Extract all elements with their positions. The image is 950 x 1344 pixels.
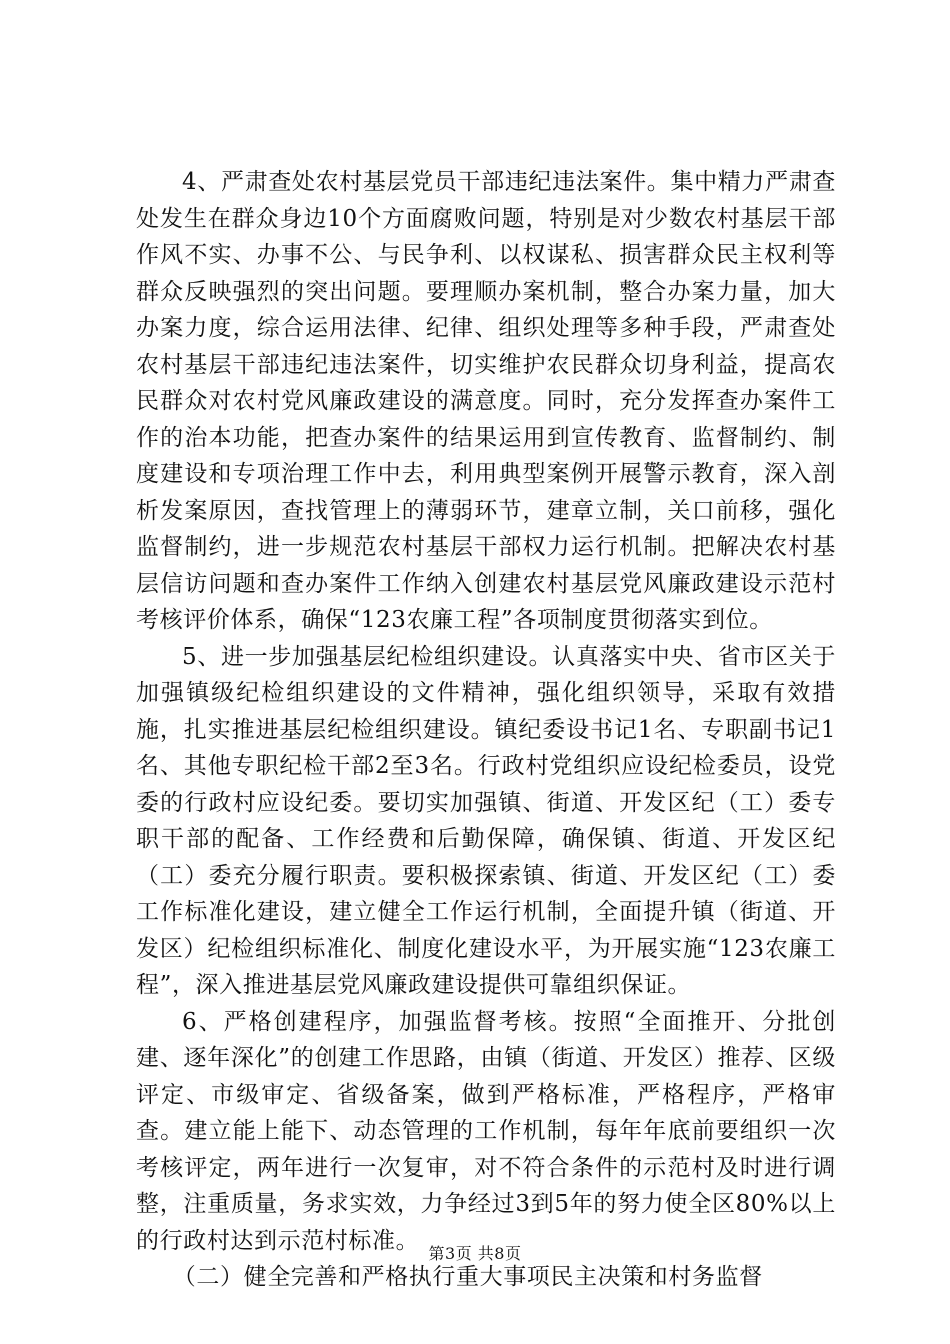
page-number: 第3页 <box>428 1244 473 1263</box>
document-body <box>136 164 836 1296</box>
page-total: 共8页 <box>477 1244 522 1263</box>
section-heading-2: （二）健全完善和严格执行重大事项民主决策和村务监督 <box>172 1264 763 1290</box>
paragraph-item-6: 6、严格创建程序，加强监督考核。按照“全面推开、分批创建、逐年深化”的创建工作思路，由镇（街道、开发区）推荐、区级评定、市级审定、省级备案，做到严格标准，严格程序，严格审查。建立能上能下、动态管理的工作机制，每年年底前要组织一次考核评定，两年进行一次复审，对不符合条件的示范村及时进行调整，注重质量，务求实效，力争经过3到5年的努力使全区80%以上的行政村达到示范村标准。 <box>136 1008 836 1254</box>
paragraph-item-5: 5、进一步加强基层纪检组织建设。认真落实中央、省市区关于加强镇级纪检组织建设的文件精神，强化组织领导，采取有效措施，扎实推进基层纪检组织建设。镇纪委设书记1名、专职副书记1名、其他专职纪检干部2至3名。行政村党组织应设纪检委员，设党委的行政村应设纪委。要切实加强镇、街道、开发区纪（工）委专职干部的配备、工作经费和后勤保障，确保镇、街道、开发区纪（工）委充分履行职责。要积极探索镇、街道、开发区纪（工）委工作标准化建设，建立健全工作运行机制，全面提升镇（街道、开发区）纪检组织标准化、制度化建设水平，为开展实施“123农廉工程”，深入推进基层党风廉政建设提供可靠组织保证。 <box>136 643 836 998</box>
page-footer <box>0 1241 950 1264</box>
paragraph-item-4: 4、严肃查处农村基层党员干部违纪违法案件。集中精力严肃查处发生在群众身边10个方面腐败问题，特别是对少数农村基层干部作风不实、办事不公、与民争利、以权谋私、损害群众民主权利等群众反映强烈的突出问题。要理顺办案机制，整合办案力量，加大办案力度，综合运用法律、纪律、组织处理等多种手段，严肃查处农村基层干部违纪违法案件，切实维护农民群众切身利益，提高农民群众对农村党风廉政建设的满意度。同时，充分发挥查办案件工作的治本功能，把查办案件的结果运用到宣传教育、监督制约、制度建设和专项治理工作中去，利用典型案例开展警示教育，深入剖析发案原因，查找管理上的薄弱环节，建章立制，关口前移，强化监督制约，进一步规范农村基层干部权力运行机制。把解决农村基层信访问题和查办案件工作纳入创建农村基层党风廉政建设示范村考核评价体系，确保“123农廉工程”各项制度贯彻落实到位。 <box>136 169 836 633</box>
